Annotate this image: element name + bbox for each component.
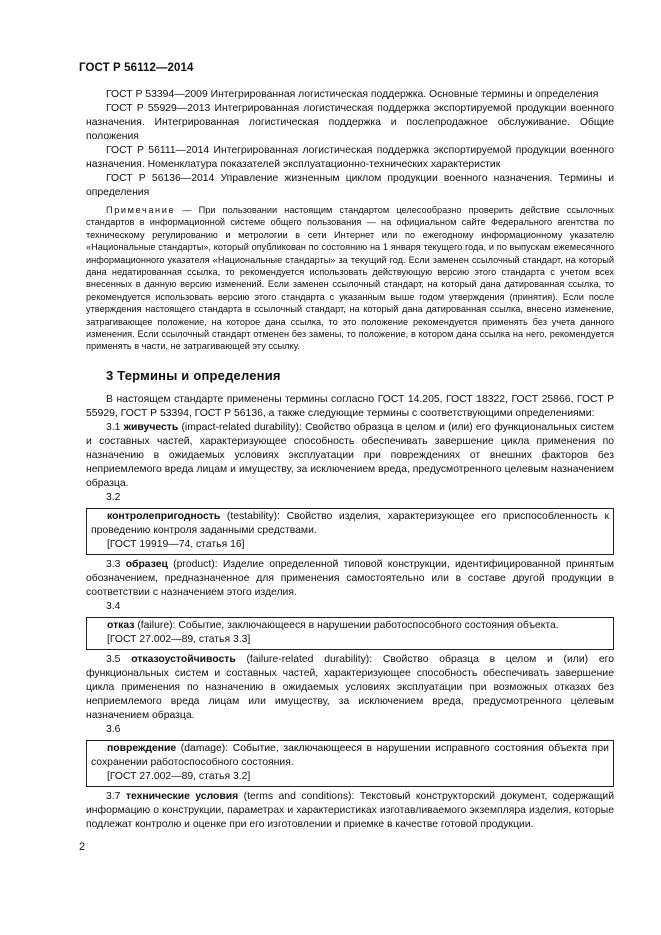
section-heading: 3 Термины и определения [106,367,281,383]
term-name: отказоустойчивость [131,653,236,665]
term-definition: (impact-related durability): Свойство образца в целом и (или) его функциональных систем и составных частей, характеризующее способность обеспечивать завершение цикла применения по назначению в ожидаемых условиях эксплуатации при повреждениях от внешних факторов без неприемлемого вреда лицам и имуществу, за исключением вреда, предусмотренного целевым назначением образца. [86,421,614,489]
term-box-3-4 [86,617,614,650]
term-3-3 [86,558,614,600]
normative-reference: ГОСТ Р 56136—2014 Управление жизненным циклом продукции военного назначения. Термины и определения [86,173,614,198]
term-name: технические условия [125,790,239,802]
term-source: [ГОСТ 27.002—89, статья 3.3] [107,633,251,645]
term-box-3-2 [86,508,614,555]
term-number: 3.5 [106,653,121,665]
term-definition: (failure-related durability): Свойство образца в целом и (или) его функциональных систем и составных частей, характеризующее способность обеспечивать завершение цикла применения по назначению в ожидаемых условиях эксплуатации при возможных отказах без неприемлемого вреда лицам или имуществу, за исключением вреда, предусмотренного целевым назначением образца. [86,653,614,721]
note-paragraph [86,204,614,353]
normative-reference: ГОСТ Р 53394—2009 Интегрированная логистическая поддержка. Основные термины и определения [106,89,599,100]
term-name: образец [125,558,168,570]
document-body [86,88,614,832]
term-3-2 [91,510,609,538]
term-name: отказ [107,619,135,631]
term-3-6 [91,742,609,770]
term-name: повреждение [107,742,177,754]
normative-reference: ГОСТ Р 55929—2013 Интегрированная логистическая поддержка экспортируемой продукции военного назначения. Интегрированная логистическая поддержка и послепродажное обслуживание. Общие положения [86,103,614,142]
section-intro: В настоящем стандарте применены термины согласно ГОСТ 14.205, ГОСТ 18322, ГОСТ 25866, ГОСТ Р 55929, ГОСТ Р 53394, ГОСТ Р 56136, а также следующие термины с соответствующими определениями: [86,393,614,419]
note-label: Примечание [106,205,176,215]
normative-reference: ГОСТ Р 56111—2014 Интегрированная логистическая поддержка экспортируемой продукции военного назначения. Номенклатура показателей эксплуатационно-технических характеристик [86,145,614,170]
term-3-4 [91,619,609,633]
term-definition: (product): Изделие определенной типовой конструкции, идентифицированной принятым обозначением, предназначенное для применения самостоятельно или в составе другой продукции в соответствии с назначением этого изделия. [86,558,614,598]
term-source: [ГОСТ 19919—74, статья 16] [107,538,245,550]
term-number: 3.2 [106,491,121,503]
page-number: 2 [79,841,86,853]
term-definition: (testability): Свойство изделия, характеризующее его приспособленность к проведению контроля заданными средствами. [91,510,609,536]
term-source: [ГОСТ 27.002—89, статья 3.2] [107,770,251,782]
note-text: — При пользовании настоящим стандартом целесообразно проверить действие ссылочных стандартов в информационной системе общего пользования — на официальном сайте Федерального агентства по техническому регулированию и метрологии в сети Интернет или по ежегодному информационному указателю «Национальные стандарты», который опубликован по состоянию на 1 января текущего года, и по выпускам ежемесячного информационного указателя «Национальные стандарты» за текущий год. Если заменен ссылочный стандарт, на который дана недатированная ссылка, то рекомендуется использовать действующую версию этого стандарта с учетом всех внесенных в данную версию изменений. Если заменен ссылочный стандарт, на который дана датированная ссылка, то рекомендуется использовать версию этого стандарта с указанным выше годом утверждения (принятия). Если после утверждения настоящего стандарта в ссылочный стандарт, на который дана датированная ссылка, внесено изменение, затрагивающее положение, на которое дана ссылка, то это положение рекомендуется применять без учета данного изменения. Если ссылочный стандарт отменен без замены, то положение, в котором дана ссылка на него, рекомендуется применять в части, не затрагивающей эту ссылку. [86,205,614,352]
term-number: 3.6 [106,723,121,735]
term-definition: (failure): Событие, заключающееся в нарушении работоспособного состояния объекта. [134,619,559,631]
term-number: 3.7 [106,790,121,802]
term-number: 3.1 [106,421,121,433]
term-name: контролепригодность [107,510,221,522]
term-3-7 [86,790,614,832]
term-number: 3.3 [106,558,121,570]
term-definition: (terms and conditions): Текстовый конструкторский документ, содержащий информацию о конструкции, параметрах и характеристиках изготавливаемого экземпляра изделия, которые подлежат контролю и оценке при его изготовлении и приемке в качестве готовой продукции. [86,790,614,830]
page-header: ГОСТ Р 56112—2014 [79,62,194,74]
term-name: живучесть [123,421,179,433]
term-number: 3.4 [106,600,121,612]
term-3-1 [86,421,614,491]
term-box-3-6 [86,740,614,787]
term-definition: (damage): Событие, заключающееся в нарушении исправного состояния объекта при сохранении работоспособного состояния. [91,742,609,768]
term-3-5 [86,653,614,723]
